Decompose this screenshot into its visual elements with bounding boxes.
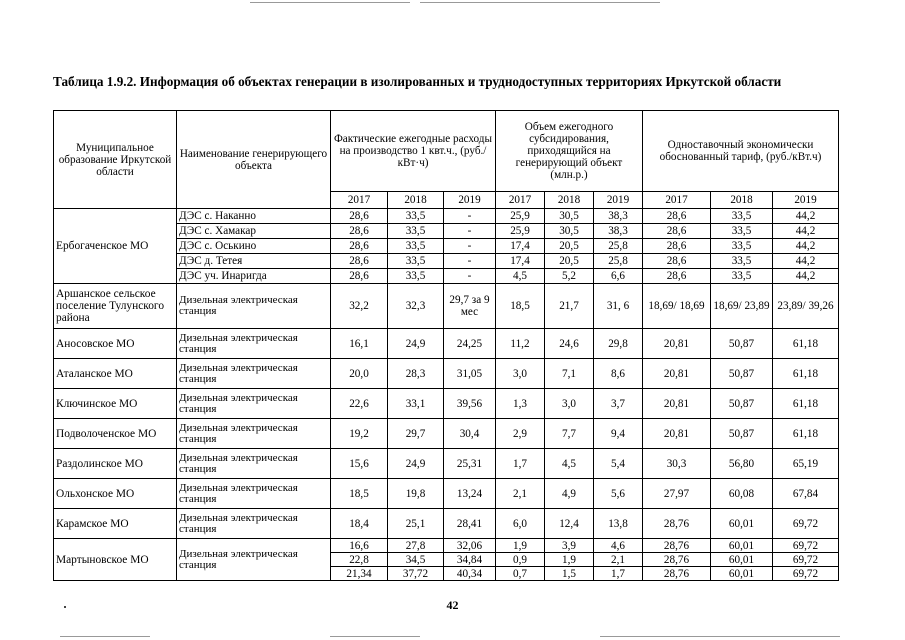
value-cell: 61,18 (773, 389, 839, 419)
value-cell: 25,8 (594, 254, 643, 269)
value-cell: 28,41 (444, 509, 496, 539)
value-cell: 29,7 (388, 419, 444, 449)
municipality-cell: Раздолинское МО (54, 449, 177, 479)
value-cell: 28,76 (643, 509, 711, 539)
year-header: 2018 (388, 192, 444, 209)
value-cell: 32,3 (388, 284, 444, 329)
header-object-name: Наименование генерирующего объекта (177, 111, 331, 209)
value-cell: 50,87 (711, 419, 773, 449)
value-cell: 60,01 (711, 567, 773, 581)
value-cell: 20,81 (643, 359, 711, 389)
table-row (54, 389, 839, 419)
value-cell: 20,81 (643, 389, 711, 419)
value-cell: 15,6 (331, 449, 388, 479)
value-cell: 28,3 (388, 359, 444, 389)
value-cell: 61,18 (773, 419, 839, 449)
value-cell: 33,5 (711, 224, 773, 239)
value-cell: 31,05 (444, 359, 496, 389)
value-cell: 19,8 (388, 479, 444, 509)
object-name-cell: ДЭС уч. Инаригда (177, 269, 331, 284)
header-tariff: Одноставочный экономически обоснованный тариф, (руб./кВт.ч) (643, 111, 839, 192)
municipality-cell: Ербогаченское МО (54, 209, 177, 284)
value-cell: 50,87 (711, 359, 773, 389)
value-cell: 20,0 (331, 359, 388, 389)
value-cell: 28,6 (643, 254, 711, 269)
table-row (54, 449, 839, 479)
value-cell: 13,24 (444, 479, 496, 509)
value-cell: 27,8 (388, 539, 444, 553)
value-cell: 44,2 (773, 269, 839, 284)
value-cell: 18,69/ 23,89 (711, 284, 773, 329)
value-cell: 39,56 (444, 389, 496, 419)
value-cell: 11,2 (496, 329, 545, 359)
value-cell: 18,5 (331, 479, 388, 509)
value-cell: 30,3 (643, 449, 711, 479)
value-cell: 28,6 (643, 269, 711, 284)
year-header: 2019 (444, 192, 496, 209)
value-cell: 24,9 (388, 329, 444, 359)
value-cell: 5,2 (545, 269, 594, 284)
value-cell: 9,4 (594, 419, 643, 449)
object-name-cell: Дизельная электрическая станция (177, 329, 331, 359)
object-name-cell: ДЭС д. Тетея (177, 254, 331, 269)
header-actual-costs: Фактические ежегодные расходы на производство 1 квт.ч., (руб./кВт·ч) (331, 111, 496, 192)
value-cell: 69,72 (773, 539, 839, 553)
value-cell: 22,8 (331, 553, 388, 567)
value-cell: 28,6 (331, 254, 388, 269)
value-cell: 56,80 (711, 449, 773, 479)
municipality-cell: Аталанское МО (54, 359, 177, 389)
value-cell: 12,4 (545, 509, 594, 539)
value-cell: 19,2 (331, 419, 388, 449)
table-row (54, 359, 839, 389)
scan-artifact-top (250, 2, 410, 3)
value-cell: 69,72 (773, 553, 839, 567)
value-cell: 34,5 (388, 553, 444, 567)
value-cell: 1,9 (496, 539, 545, 553)
table-row (54, 209, 839, 224)
value-cell: 1,9 (545, 553, 594, 567)
year-header: 2018 (545, 192, 594, 209)
value-cell: 33,5 (711, 239, 773, 254)
value-cell: 60,01 (711, 509, 773, 539)
value-cell: 50,87 (711, 389, 773, 419)
value-cell: 24,25 (444, 329, 496, 359)
value-cell: 22,6 (331, 389, 388, 419)
value-cell: 69,72 (773, 509, 839, 539)
value-cell: 0,9 (496, 553, 545, 567)
value-cell: 25,8 (594, 239, 643, 254)
page-number: 42 (446, 598, 459, 612)
value-cell: 33,5 (711, 254, 773, 269)
value-cell: 25,1 (388, 509, 444, 539)
value-cell: 32,2 (331, 284, 388, 329)
header-municipality: Муниципальное образование Иркутской области (54, 111, 177, 209)
scan-artifact-bottom (60, 636, 150, 637)
value-cell: 60,01 (711, 553, 773, 567)
value-cell: 8,6 (594, 359, 643, 389)
value-cell: 16,6 (331, 539, 388, 553)
value-cell: 1,7 (496, 449, 545, 479)
value-cell: 33,5 (388, 254, 444, 269)
value-cell: 4,5 (545, 449, 594, 479)
object-name-cell: Дизельная электрическая станция (177, 539, 331, 581)
object-name-cell: Дизельная электрическая станция (177, 449, 331, 479)
value-cell: 28,76 (643, 539, 711, 553)
object-name-cell: Дизельная электрическая станция (177, 389, 331, 419)
value-cell: 20,5 (545, 254, 594, 269)
value-cell: 25,9 (496, 209, 545, 224)
value-cell: 28,76 (643, 567, 711, 581)
generation-table (53, 110, 839, 581)
value-cell: 34,84 (444, 553, 496, 567)
value-cell: 29,7 за 9 мес (444, 284, 496, 329)
value-cell: 5,6 (594, 479, 643, 509)
year-header: 2019 (773, 192, 839, 209)
value-cell: 60,08 (711, 479, 773, 509)
value-cell: 16,1 (331, 329, 388, 359)
year-header: 2017 (643, 192, 711, 209)
object-name-cell: Дизельная электрическая станция (177, 284, 331, 329)
value-cell: 2,9 (496, 419, 545, 449)
object-name-cell: ДЭС с. Оськино (177, 239, 331, 254)
value-cell: 7,7 (545, 419, 594, 449)
value-cell: 28,6 (643, 224, 711, 239)
value-cell: 33,1 (388, 389, 444, 419)
value-cell: 13,8 (594, 509, 643, 539)
value-cell: 7,1 (545, 359, 594, 389)
object-name-cell: Дизельная электрическая станция (177, 509, 331, 539)
value-cell: 3,0 (496, 359, 545, 389)
municipality-cell: Аршанское сельское поселение Тулунского района (54, 284, 177, 329)
value-cell: 67,84 (773, 479, 839, 509)
value-cell: 20,81 (643, 419, 711, 449)
value-cell: - (444, 269, 496, 284)
value-cell: 69,72 (773, 567, 839, 581)
value-cell: 2,1 (496, 479, 545, 509)
value-cell: 33,5 (388, 269, 444, 284)
table-row (54, 329, 839, 359)
value-cell: 18,69/ 18,69 (643, 284, 711, 329)
table-row (54, 284, 839, 329)
value-cell: 21,7 (545, 284, 594, 329)
value-cell: 20,81 (643, 329, 711, 359)
table-row (54, 539, 839, 553)
municipality-cell: Ключинское МО (54, 389, 177, 419)
value-cell: 23,89/ 39,26 (773, 284, 839, 329)
value-cell: 60,01 (711, 539, 773, 553)
value-cell: 32,06 (444, 539, 496, 553)
value-cell: 33,5 (388, 209, 444, 224)
year-header: 2017 (496, 192, 545, 209)
value-cell: 31, 6 (594, 284, 643, 329)
municipality-cell: Мартыновское МО (54, 539, 177, 581)
value-cell: 1,7 (594, 567, 643, 581)
value-cell: 28,6 (331, 239, 388, 254)
municipality-cell: Карамское МО (54, 509, 177, 539)
object-name-cell: Дизельная электрическая станция (177, 419, 331, 449)
value-cell: 17,4 (496, 254, 545, 269)
value-cell: 1,5 (545, 567, 594, 581)
value-cell: 6,0 (496, 509, 545, 539)
value-cell: 3,9 (545, 539, 594, 553)
value-cell: 44,2 (773, 239, 839, 254)
value-cell: 5,4 (594, 449, 643, 479)
value-cell: 61,18 (773, 329, 839, 359)
value-cell: 6,6 (594, 269, 643, 284)
value-cell: 2,1 (594, 553, 643, 567)
value-cell: 33,5 (388, 239, 444, 254)
value-cell: 4,9 (545, 479, 594, 509)
value-cell: 18,5 (496, 284, 545, 329)
value-cell: 40,34 (444, 567, 496, 581)
value-cell: 1,3 (496, 389, 545, 419)
value-cell: 24,6 (545, 329, 594, 359)
value-cell: 50,87 (711, 329, 773, 359)
value-cell: 3,0 (545, 389, 594, 419)
year-header: 2017 (331, 192, 388, 209)
value-cell: 33,5 (711, 209, 773, 224)
value-cell: 65,19 (773, 449, 839, 479)
value-cell: 28,76 (643, 553, 711, 567)
value-cell: - (444, 239, 496, 254)
scan-artifact-bottom (600, 636, 840, 637)
value-cell: 28,6 (331, 209, 388, 224)
object-name-cell: Дизельная электрическая станция (177, 479, 331, 509)
value-cell: - (444, 254, 496, 269)
value-cell: 30,5 (545, 224, 594, 239)
value-cell: 28,6 (643, 239, 711, 254)
municipality-cell: Подволоченское МО (54, 419, 177, 449)
scan-artifact-bottom (330, 636, 420, 637)
year-header: 2018 (711, 192, 773, 209)
municipality-cell: Ольхонское МО (54, 479, 177, 509)
value-cell: 30,4 (444, 419, 496, 449)
header-subsidy: Объем ежегодного субсидирования, приходящийся на генерирующий объект (млн.р.) (496, 111, 643, 192)
year-header: 2019 (594, 192, 643, 209)
value-cell: 33,5 (711, 269, 773, 284)
table-row (54, 509, 839, 539)
value-cell: 37,72 (388, 567, 444, 581)
table-row (54, 419, 839, 449)
municipality-cell: Аносовское МО (54, 329, 177, 359)
value-cell: 30,5 (545, 209, 594, 224)
value-cell: 3,7 (594, 389, 643, 419)
value-cell: 38,3 (594, 209, 643, 224)
value-cell: 4,6 (594, 539, 643, 553)
object-name-cell: ДЭС с. Наканно (177, 209, 331, 224)
value-cell: 4,5 (496, 269, 545, 284)
object-name-cell: Дизельная электрическая станция (177, 359, 331, 389)
value-cell: 44,2 (773, 209, 839, 224)
table-caption: Таблица 1.9.2. Информация об объектах генерации в изолированных и труднодоступных территориях Иркутской области (53, 74, 782, 89)
table-row (54, 479, 839, 509)
value-cell: - (444, 209, 496, 224)
value-cell: 28,6 (643, 209, 711, 224)
value-cell: 61,18 (773, 359, 839, 389)
value-cell: 28,6 (331, 224, 388, 239)
value-cell: 24,9 (388, 449, 444, 479)
value-cell: 33,5 (388, 224, 444, 239)
value-cell: 0,7 (496, 567, 545, 581)
value-cell: 28,6 (331, 269, 388, 284)
object-name-cell: ДЭС с. Хамакар (177, 224, 331, 239)
value-cell: 38,3 (594, 224, 643, 239)
value-cell: 25,31 (444, 449, 496, 479)
value-cell: 25,9 (496, 224, 545, 239)
value-cell: - (444, 224, 496, 239)
value-cell: 27,97 (643, 479, 711, 509)
value-cell: 44,2 (773, 224, 839, 239)
value-cell: 20,5 (545, 239, 594, 254)
value-cell: 21,34 (331, 567, 388, 581)
value-cell: 18,4 (331, 509, 388, 539)
value-cell: 29,8 (594, 329, 643, 359)
scan-artifact-top (420, 2, 660, 3)
value-cell: 44,2 (773, 254, 839, 269)
scan-dot (64, 606, 66, 608)
value-cell: 17,4 (496, 239, 545, 254)
